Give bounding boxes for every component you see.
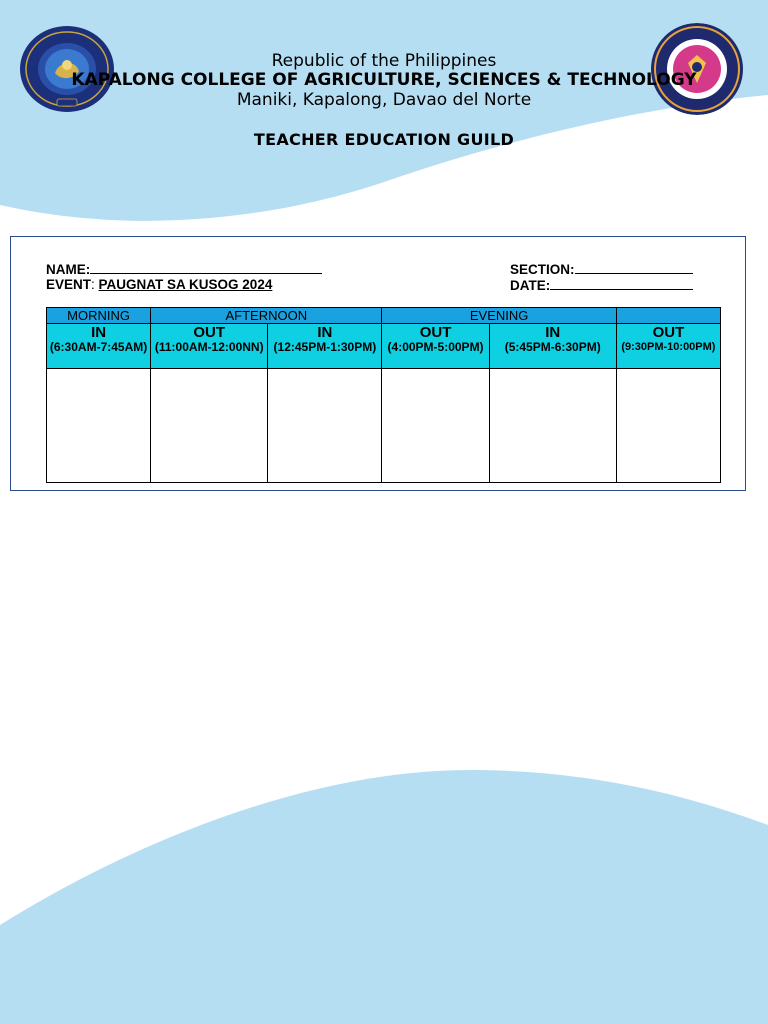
col-in-afternoon: IN (12:45PM-1:30PM) xyxy=(268,324,382,369)
name-label: NAME: xyxy=(46,262,91,277)
signature-cell[interactable] xyxy=(151,369,268,483)
guild-title: TEACHER EDUCATION GUILD xyxy=(253,130,515,149)
attendance-table xyxy=(46,307,721,483)
date-label: DATE: xyxy=(510,278,551,293)
in-out-header-row xyxy=(47,324,721,369)
name-blank-line[interactable] xyxy=(90,261,322,274)
period-blank xyxy=(616,308,720,324)
republic-heading: Republic of the Philippines xyxy=(271,51,497,71)
signature-cell[interactable] xyxy=(489,369,616,483)
signature-cell[interactable] xyxy=(47,369,151,483)
event-colon: : xyxy=(91,277,95,292)
college-name-heading: KAPALONG COLLEGE OF AGRICULTURE, SCIENCES & TECHNOLOGY xyxy=(71,70,697,90)
section-blank-line[interactable] xyxy=(575,261,693,274)
signature-cell[interactable] xyxy=(616,369,720,483)
section-label: SECTION: xyxy=(510,262,575,277)
event-field xyxy=(46,277,272,292)
period-afternoon-evening: EVENING xyxy=(382,308,616,324)
date-blank-line[interactable] xyxy=(550,277,693,290)
col-out-evening: OUT (9:30PM-10:00PM) xyxy=(616,324,720,369)
college-address: Maniki, Kapalong, Davao del Norte xyxy=(236,90,532,110)
name-field[interactable] xyxy=(46,261,322,277)
section-field[interactable] xyxy=(510,261,693,277)
bottom-wave-background xyxy=(0,770,768,1024)
col-out-afternoon: OUT (4:00PM-5:00PM) xyxy=(382,324,489,369)
col-in-evening: IN (5:45PM-6:30PM) xyxy=(489,324,616,369)
signature-row xyxy=(47,369,721,483)
signature-cell[interactable] xyxy=(268,369,382,483)
event-value: PAUGNAT SA KUSOG 2024 xyxy=(98,277,273,292)
event-label: EVENT xyxy=(46,277,92,292)
col-out-morning: OUT (11:00AM-12:00NN) xyxy=(151,324,268,369)
signature-cell[interactable] xyxy=(382,369,489,483)
attendance-form xyxy=(10,236,746,491)
period-morning-afternoon: AFTERNOON xyxy=(151,308,382,324)
date-field[interactable] xyxy=(510,277,693,293)
col-in-morning: IN (6:30AM-7:45AM) xyxy=(47,324,151,369)
period-header-row xyxy=(47,308,721,324)
period-morning: MORNING xyxy=(47,308,151,324)
